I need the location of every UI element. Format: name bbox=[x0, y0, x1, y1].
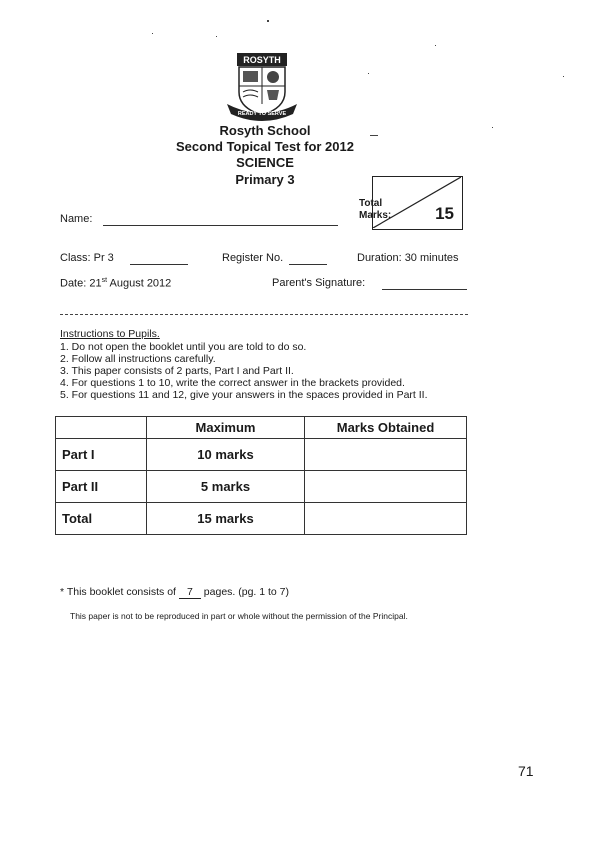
table-header-cell bbox=[56, 417, 147, 439]
total-marks-box bbox=[372, 176, 463, 230]
marks-obtained-cell[interactable] bbox=[305, 471, 467, 503]
instruction-item: 3. This paper consists of 2 parts, Part I and Part II. bbox=[60, 365, 294, 377]
signature-field[interactable] bbox=[382, 289, 467, 290]
instruction-item: 5. For questions 11 and 12, give your answers in the spaces provided in Part II. bbox=[60, 389, 428, 401]
marks-obtained-cell[interactable] bbox=[305, 439, 467, 471]
scan-speck bbox=[152, 33, 153, 34]
scan-speck bbox=[563, 76, 564, 77]
page-count-note bbox=[60, 586, 289, 599]
school-name: Rosyth School bbox=[219, 123, 311, 138]
table-header-cell: Maximum bbox=[147, 417, 305, 439]
name-field[interactable] bbox=[103, 225, 338, 226]
table-cell: 15 marks bbox=[147, 503, 305, 535]
scan-speck bbox=[368, 73, 369, 74]
scan-speck bbox=[216, 36, 217, 37]
instructions-title: Instructions to Pupils. bbox=[60, 328, 160, 340]
duration-text: Duration: 30 minutes bbox=[357, 252, 459, 264]
total-label-line2: Marks: bbox=[359, 210, 392, 221]
total-label-line1: Total bbox=[359, 198, 383, 209]
crest-motto-text: READY TO SERVE bbox=[237, 111, 287, 117]
date-label: Date: bbox=[60, 277, 87, 290]
name-label: Name: bbox=[60, 213, 93, 225]
table-cell: Part I bbox=[56, 439, 147, 471]
instruction-item: 1. Do not open the booklet until you are told to do so. bbox=[60, 341, 307, 353]
page-count-suffix: pages. (pg. 1 to 7) bbox=[203, 586, 290, 598]
date-day: 21 bbox=[89, 277, 102, 290]
register-field[interactable] bbox=[289, 264, 327, 265]
marks-table bbox=[55, 416, 467, 535]
table-header-row bbox=[56, 417, 467, 439]
test-title: Second Topical Test for 2012 bbox=[176, 139, 354, 154]
table-header-cell: Marks Obtained bbox=[305, 417, 467, 439]
scan-speck bbox=[435, 45, 436, 46]
page-count-value: 7 bbox=[179, 586, 201, 599]
table-cell: 5 marks bbox=[147, 471, 305, 503]
page-number: 71 bbox=[518, 763, 534, 779]
table-cell: Part II bbox=[56, 471, 147, 503]
instruction-item: 4. For questions 1 to 10, write the correct answer in the brackets provided. bbox=[60, 377, 405, 389]
school-crest-logo bbox=[223, 52, 301, 122]
copyright-notice: This paper is not to be reproduced in part or whole without the permission of the Principal. bbox=[70, 611, 408, 621]
table-row bbox=[56, 439, 467, 471]
level-title: Primary 3 bbox=[235, 172, 295, 187]
table-row bbox=[56, 471, 467, 503]
crest-top-text: ROSYTH bbox=[243, 55, 281, 65]
date-suffix: st bbox=[101, 277, 108, 284]
date-rest: August 2012 bbox=[109, 277, 172, 290]
marks-obtained-cell[interactable] bbox=[305, 503, 467, 535]
total-marks-value: 15 bbox=[435, 204, 454, 223]
page-count-prefix: * This booklet consists of bbox=[60, 586, 176, 598]
class-label: Class: Pr 3 bbox=[60, 252, 114, 264]
subject-title: SCIENCE bbox=[236, 155, 294, 170]
class-field[interactable] bbox=[130, 264, 188, 265]
register-label: Register No. bbox=[222, 252, 284, 264]
section-divider bbox=[60, 314, 468, 315]
signature-label: Parent's Signature: bbox=[272, 277, 366, 289]
scan-speck bbox=[267, 20, 269, 22]
date-text bbox=[60, 277, 171, 290]
table-row bbox=[56, 503, 467, 535]
table-cell: 10 marks bbox=[147, 439, 305, 471]
table-cell: Total bbox=[56, 503, 147, 535]
instruction-item: 2. Follow all instructions carefully. bbox=[60, 353, 216, 365]
